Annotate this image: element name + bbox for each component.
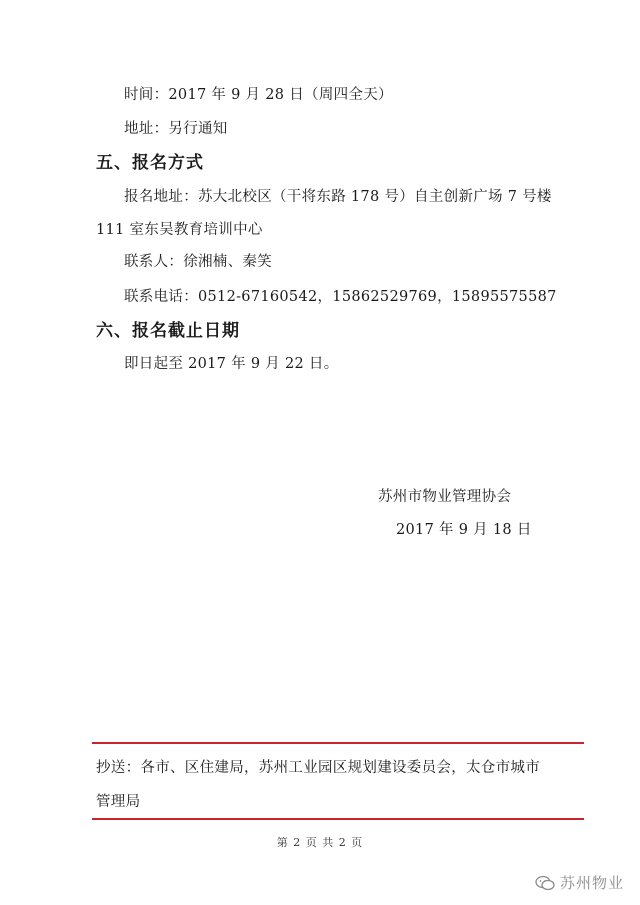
watermark <box>535 872 624 893</box>
signature-org: 苏州市物业管理协会 <box>378 489 512 505</box>
cc-bottom-rule <box>92 818 584 820</box>
signature-date: 2017 年 9 月 18 日 <box>396 522 532 538</box>
deadline-text: 即日起至 2017 年 9 月 22 日。 <box>124 356 339 372</box>
cc-line1: 抄送：各市、区住建局，苏州工业园区规划建设委员会，太仓市城市 <box>96 760 540 776</box>
page-number: 第 2 页 共 2 页 <box>276 836 364 849</box>
contact-person: 联系人：徐湘楠、秦笑 <box>124 254 272 270</box>
registration-address-line2: 111 室东吴教育培训中心 <box>96 222 263 238</box>
cc-top-rule <box>92 742 584 744</box>
watermark-text: 苏州物业 <box>559 874 624 892</box>
section-heading-registration-method: 五、报名方式 <box>96 153 204 173</box>
cc-line2: 管理局 <box>96 794 141 810</box>
contact-phone: 联系电话：0512-67160542，15862529769，15895575587 <box>124 289 557 305</box>
event-address: 地址：另行通知 <box>124 121 228 137</box>
section-heading-deadline: 六、报名截止日期 <box>96 321 240 341</box>
event-time: 时间：2017 年 9 月 28 日（周四全天） <box>124 87 393 103</box>
registration-address-line1: 报名地址：苏大北校区（干将东路 178 号）自主创新广场 7 号楼 <box>124 189 552 205</box>
wechat-icon <box>535 875 555 891</box>
